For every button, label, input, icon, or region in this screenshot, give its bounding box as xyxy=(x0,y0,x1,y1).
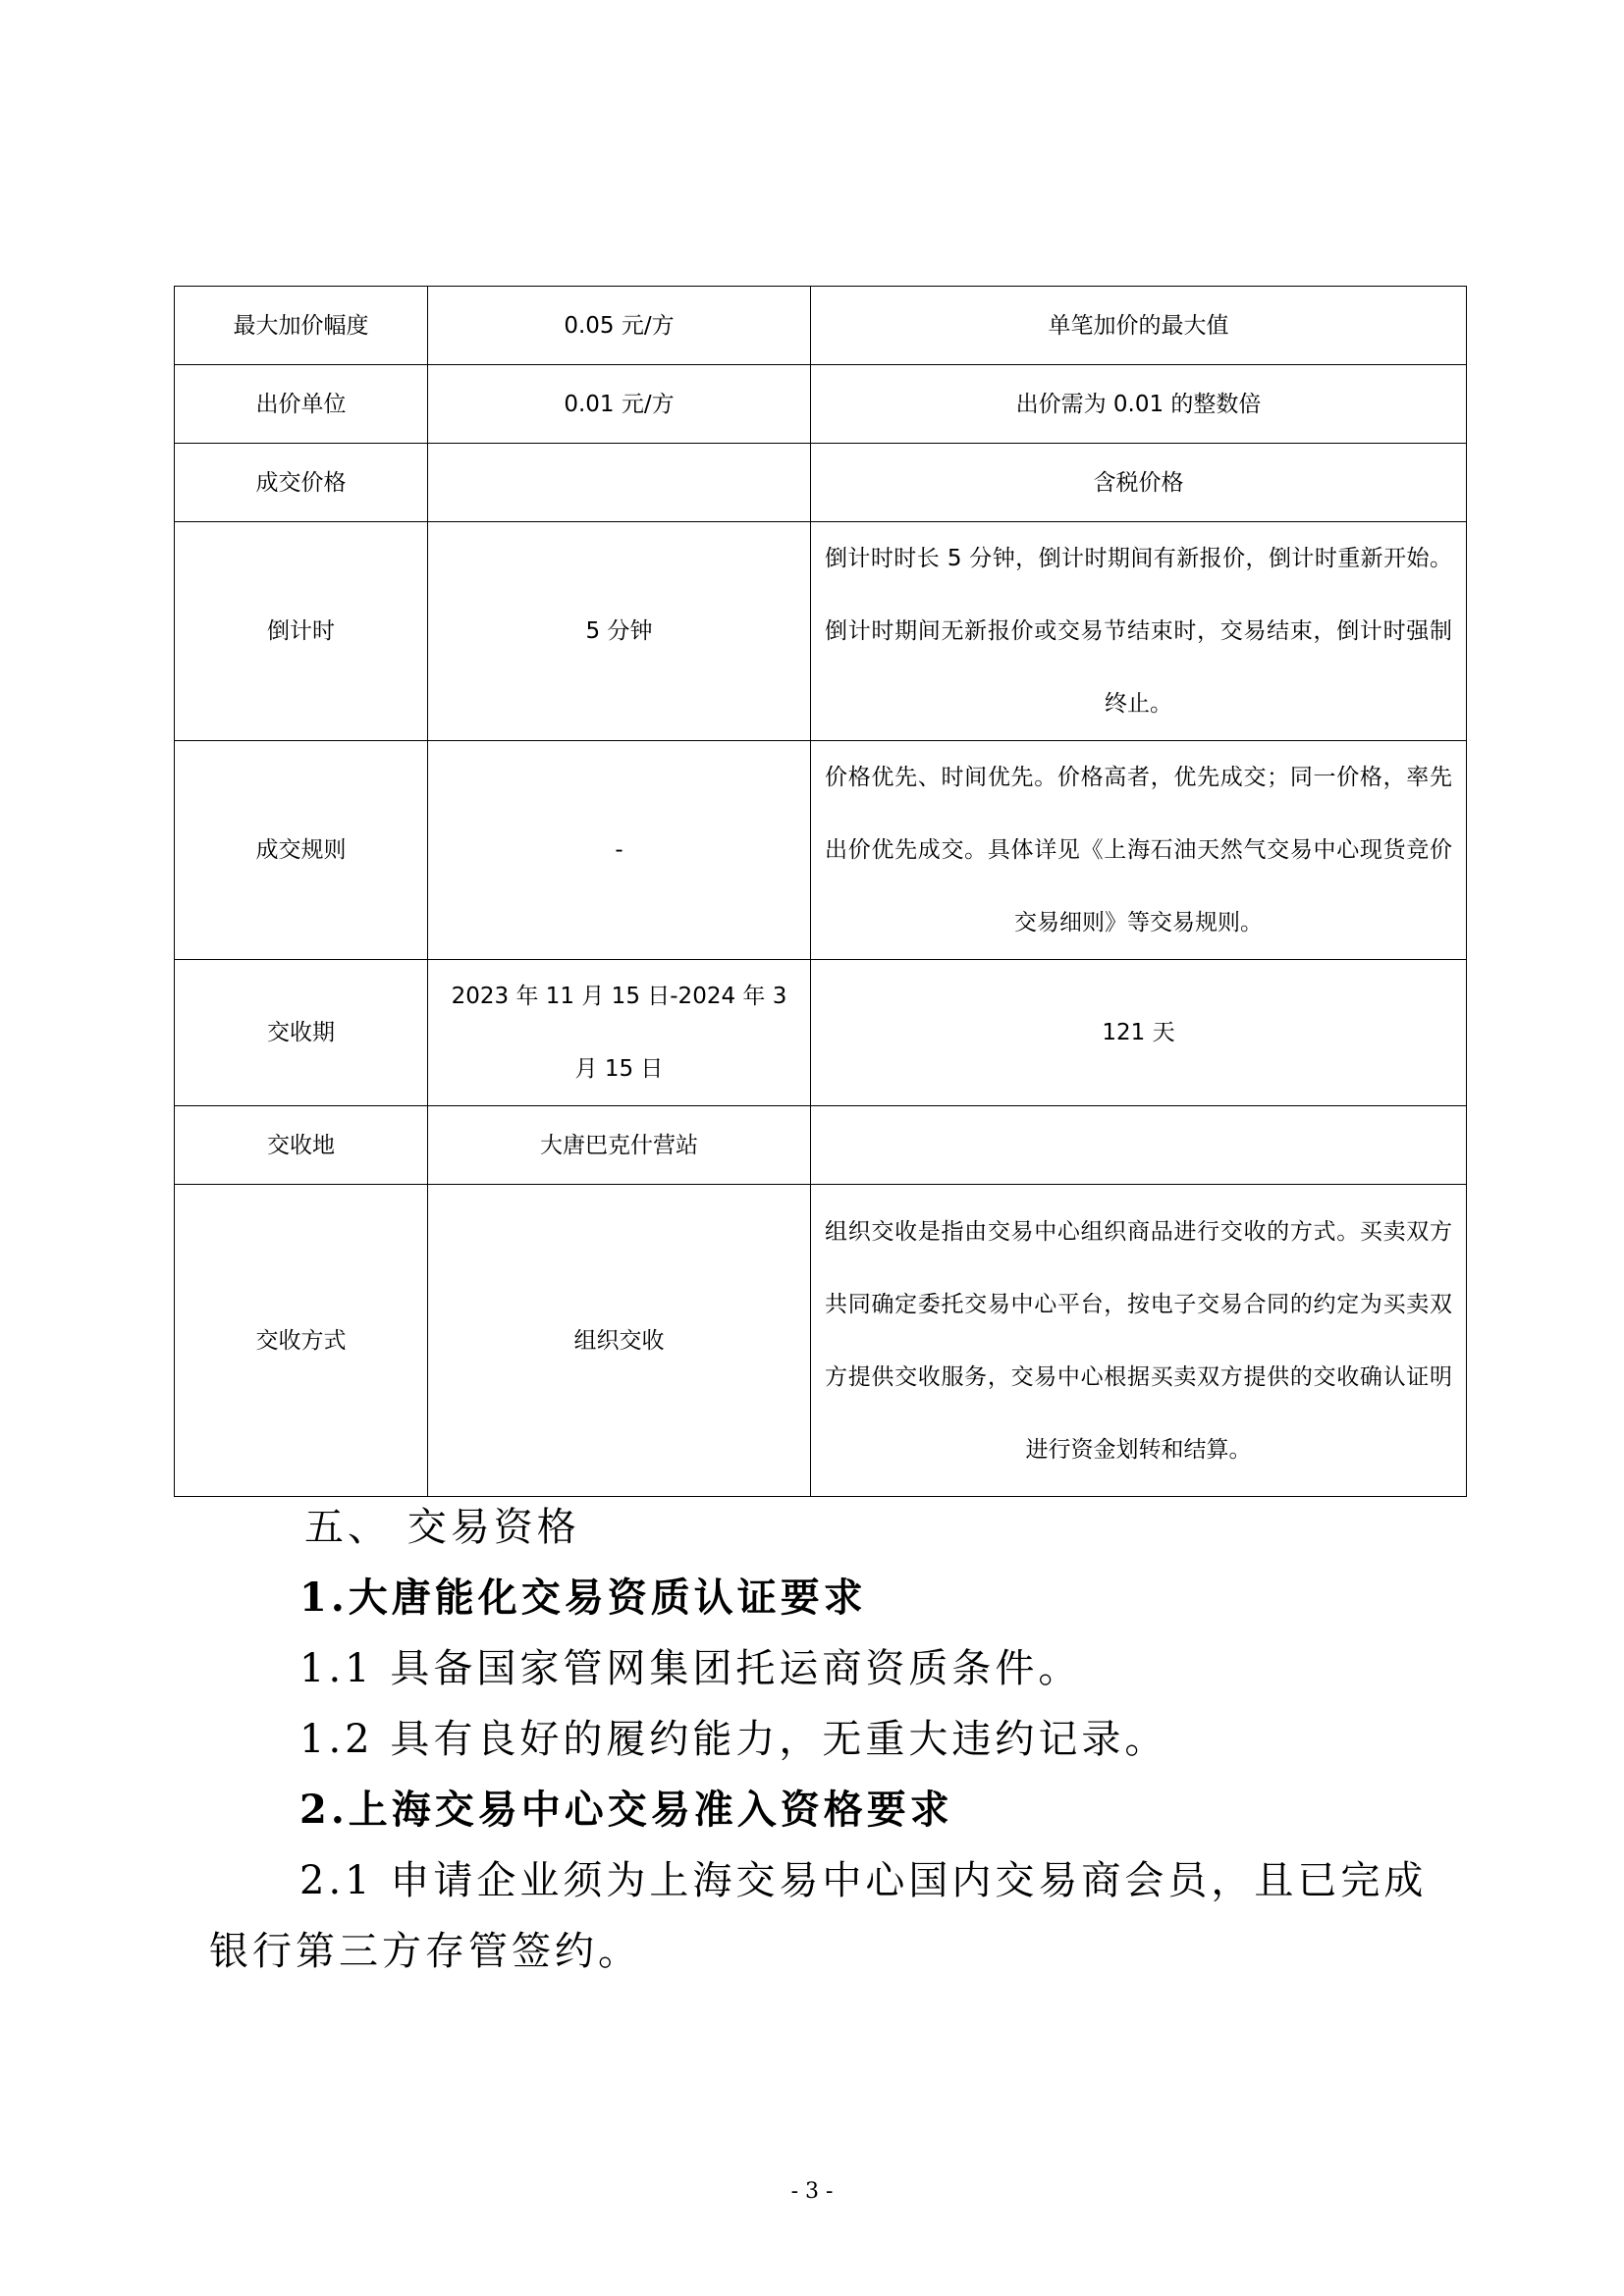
row-label: 倒计时 xyxy=(175,522,428,741)
row-value: 5 分钟 xyxy=(428,522,811,741)
row-value: 大唐巴克什营站 xyxy=(428,1106,811,1185)
row-value xyxy=(428,444,811,522)
row-note: 价格优先、时间优先。价格高者，优先成交；同一价格，率先出价优先成交。具体详见《上海石油天然气交易中心现货竞价交易细则》等交易规则。 xyxy=(811,741,1467,960)
row-label: 出价单位 xyxy=(175,365,428,444)
row-note: 倒计时时长 5 分钟，倒计时期间有新报价，倒计时重新开始。倒计时期间无新报价或交易节结束时，交易结束，倒计时强制终止。 xyxy=(811,522,1467,741)
sub-1-item-1: 1.1 具备国家管网集团托运商资质条件。 xyxy=(299,1646,1082,1691)
row-value: 0.05 元/方 xyxy=(428,287,811,365)
sub-2-item-1-line-2: 银行第三方存管签约。 xyxy=(209,1929,641,1974)
sub-1-heading: 1.大唐能化交易资质认证要求 xyxy=(299,1575,867,1621)
row-note: 单笔加价的最大值 xyxy=(811,287,1467,365)
table-row xyxy=(175,287,1467,365)
row-label: 成交价格 xyxy=(175,444,428,522)
page-number: - 3 - xyxy=(790,2179,834,2204)
sub-2-heading: 2.上海交易中心交易准入资格要求 xyxy=(299,1787,953,1833)
row-note: 出价需为 0.01 的整数倍 xyxy=(811,365,1467,444)
row-label: 最大加价幅度 xyxy=(175,287,428,365)
table-row xyxy=(175,1185,1467,1497)
table-row xyxy=(175,741,1467,960)
row-value: 0.01 元/方 xyxy=(428,365,811,444)
sub-1-item-2: 1.2 具有良好的履约能力，无重大违约记录。 xyxy=(299,1717,1168,1762)
row-label: 成交规则 xyxy=(175,741,428,960)
row-note xyxy=(811,1106,1467,1185)
row-value: 组织交收 xyxy=(428,1185,811,1497)
table-row xyxy=(175,960,1467,1106)
row-note: 含税价格 xyxy=(811,444,1467,522)
row-label: 交收地 xyxy=(175,1106,428,1185)
section-5-title: 五、 交易资格 xyxy=(304,1505,580,1550)
table-row xyxy=(175,365,1467,444)
trading-rules-table xyxy=(174,286,1467,1497)
row-value: 2023 年 11 月 15 日-2024 年 3 月 15 日 xyxy=(428,960,811,1106)
table-row xyxy=(175,522,1467,741)
row-label: 交收方式 xyxy=(175,1185,428,1497)
row-value: - xyxy=(428,741,811,960)
row-note: 121 天 xyxy=(811,960,1467,1106)
row-note: 组织交收是指由交易中心组织商品进行交收的方式。买卖双方共同确定委托交易中心平台，按电子交易合同的约定为买卖双方提供交收服务，交易中心根据买卖双方提供的交收确认证明进行资金划转和结算。 xyxy=(811,1185,1467,1497)
table-row xyxy=(175,444,1467,522)
table-row xyxy=(175,1106,1467,1185)
row-label: 交收期 xyxy=(175,960,428,1106)
sub-2-item-1-line-1: 2.1 申请企业须为上海交易中心国内交易商会员，且已完成 xyxy=(299,1858,1428,1903)
